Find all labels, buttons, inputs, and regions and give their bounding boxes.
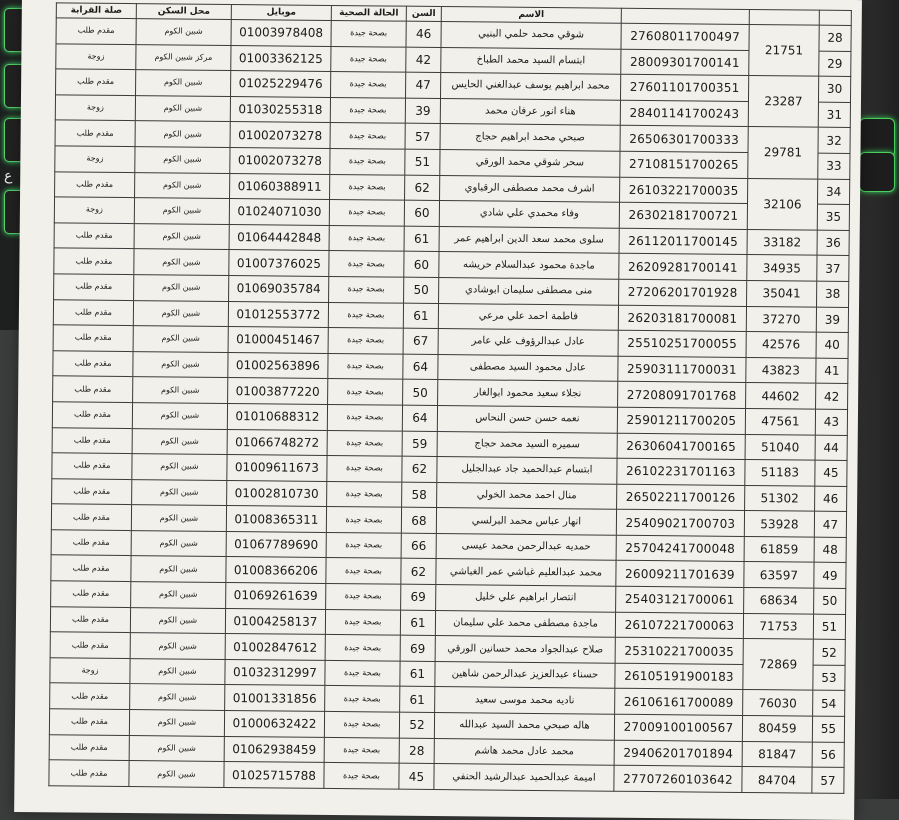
- cell-age: 28: [399, 738, 434, 764]
- cell-relation: مقدم طلب: [52, 453, 132, 479]
- keyboard-key-glyph: ع: [4, 168, 13, 184]
- cell-health: بصحة جيدة: [325, 635, 400, 661]
- cell-residence: شبين الكوم: [135, 95, 230, 122]
- cell-age: 60: [404, 252, 439, 278]
- cell-national-id: 27601101700351: [620, 74, 748, 101]
- cell-age: 68: [401, 507, 436, 533]
- cell-health: بصحة جيدة: [324, 711, 399, 737]
- cell-mobile: 01010688312: [227, 403, 327, 430]
- cell-residence: شبين الكوم: [130, 607, 225, 634]
- cell-name: محمد عبدالعليم غباشي عمر الغباشي: [436, 559, 616, 586]
- cell-residence: شبين الكوم: [130, 684, 225, 711]
- cell-case-number: 23287: [748, 76, 818, 128]
- cell-age: 62: [405, 175, 440, 201]
- cell-relation: مقدم طلب: [51, 555, 131, 581]
- cell-name: منى مصطفى سليمان ابوشادي: [439, 277, 619, 304]
- cell-name: نعمه حسن حسن النحاس: [437, 405, 617, 432]
- cell-residence: شبين الكوم: [131, 505, 226, 532]
- cell-relation: مقدم طلب: [49, 709, 129, 735]
- cell-health: بصحة جيدة: [328, 379, 403, 405]
- cell-residence: شبين الكوم: [132, 428, 227, 455]
- cell-age: 50: [403, 379, 438, 405]
- cell-serial: 46: [815, 486, 847, 512]
- cell-mobile: 01008366206: [226, 557, 326, 584]
- cell-serial: 57: [812, 767, 844, 793]
- cell-serial: 37: [817, 255, 849, 281]
- header-national-id: [621, 8, 749, 24]
- cell-relation: مقدم طلب: [53, 325, 133, 351]
- cell-mobile: 01002563896: [228, 352, 328, 379]
- cell-residence: شبين الكوم: [129, 761, 224, 788]
- cell-residence: شبين الكوم: [135, 121, 230, 148]
- cell-case-number: 51040: [745, 434, 815, 460]
- cell-national-id: 26502211700126: [617, 484, 745, 511]
- cell-relation: مقدم طلب: [54, 274, 134, 300]
- cell-residence: شبين الكوم: [135, 172, 230, 199]
- cell-national-id: 27009100100567: [614, 714, 742, 741]
- cell-mobile: 01025229476: [231, 71, 331, 98]
- cell-name: نجلاء سعيد محمود ابوالغار: [438, 380, 618, 407]
- cell-relation: مقدم طلب: [55, 120, 135, 146]
- cell-age: 61: [404, 226, 439, 252]
- cell-relation: مقدم طلب: [56, 69, 136, 95]
- cell-case-number: 44602: [746, 383, 816, 409]
- cell-residence: شبين الكوم: [134, 198, 229, 225]
- cell-health: بصحة جيدة: [328, 328, 403, 354]
- cell-health: بصحة جيدة: [330, 123, 405, 149]
- cell-age: 69: [400, 635, 435, 661]
- cell-mobile: 01069261639: [226, 583, 326, 610]
- cell-relation: زوجة: [55, 95, 135, 121]
- cell-national-id: 27707260103642: [614, 765, 742, 792]
- cell-serial: 36: [817, 230, 849, 256]
- cell-name: محمد ابراهيم يوسف عبدالغني الحايس: [440, 73, 620, 100]
- cell-mobile: 01002847612: [225, 634, 325, 661]
- cell-mobile: 01001331856: [225, 685, 325, 712]
- cell-residence: شبين الكوم: [133, 351, 228, 378]
- keyboard-key: [859, 152, 895, 192]
- cell-case-number: 68634: [744, 588, 814, 614]
- header-mobile: موبايل: [231, 5, 331, 21]
- cell-national-id: 26306041700165: [617, 433, 745, 460]
- cell-name: سميره السيد محمد حجاج: [437, 431, 617, 458]
- cell-case-number: 32106: [747, 178, 817, 230]
- cell-national-id: 25310221700035: [615, 637, 743, 664]
- cell-case-number: 51302: [745, 485, 815, 511]
- cell-relation: زوجة: [55, 146, 135, 172]
- cell-relation: مقدم طلب: [53, 376, 133, 402]
- cell-health: بصحة جيدة: [329, 276, 404, 302]
- header-name: الاسم: [441, 7, 621, 24]
- cell-residence: شبين الكوم: [136, 70, 231, 97]
- cell-case-number: 47561: [745, 408, 815, 434]
- header-case-number: [749, 9, 819, 25]
- cell-name: محمد عادل محمد هاشم: [434, 738, 614, 765]
- cell-mobile: 01024071030: [229, 199, 329, 226]
- cell-mobile: 01000451467: [228, 327, 328, 354]
- cell-name: انهار عباس محمد البرلسي: [436, 508, 616, 535]
- cell-relation: مقدم طلب: [52, 402, 132, 428]
- cell-age: 64: [403, 354, 438, 380]
- cell-national-id: 27206201701928: [619, 279, 747, 306]
- cell-national-id: 26105191900183: [615, 663, 743, 690]
- cell-mobile: 01003877220: [228, 378, 328, 405]
- cell-case-number: 80459: [742, 715, 812, 741]
- cell-name: سلوى محمد سعد الدين ابراهيم عمر: [439, 226, 619, 253]
- cell-age: 62: [402, 456, 437, 482]
- cell-case-number: 81847: [742, 741, 812, 767]
- cell-mobile: 01062938459: [224, 736, 324, 763]
- cell-serial: 47: [814, 511, 846, 537]
- cell-name: ماجدة مصطفى محمد علي سليمان: [435, 610, 615, 637]
- cell-health: بصحة جيدة: [329, 251, 404, 277]
- cell-case-number: 51183: [745, 460, 815, 486]
- cell-case-number: 35041: [747, 280, 817, 306]
- cell-serial: 28: [819, 25, 851, 51]
- cell-case-number: 84704: [742, 767, 812, 793]
- cell-mobile: 01069035784: [229, 275, 329, 302]
- cell-serial: 31: [818, 102, 850, 128]
- cell-case-number: 29781: [748, 127, 818, 179]
- cell-relation: مقدم طلب: [54, 248, 134, 274]
- cell-name: اشرف محمد مصطفى الرقباوي: [440, 175, 620, 202]
- cell-case-number: 63597: [744, 562, 814, 588]
- cell-age: 61: [400, 661, 435, 687]
- cell-name: ابتسام عبدالحميد جاد عبدالجليل: [437, 457, 617, 484]
- cell-mobile: 01066748272: [227, 429, 327, 456]
- cell-relation: مقدم طلب: [56, 18, 136, 44]
- cell-age: 51: [405, 149, 440, 175]
- cell-national-id: 25901211700205: [617, 407, 745, 434]
- cell-health: بصحة جيدة: [325, 660, 400, 686]
- cell-age: 64: [402, 405, 437, 431]
- cell-case-number: 71753: [743, 613, 813, 639]
- cell-health: بصحة جيدة: [327, 456, 402, 482]
- cell-relation: مقدم طلب: [51, 581, 131, 607]
- header-age: السن: [406, 6, 441, 21]
- cell-mobile: 01032312997: [225, 659, 325, 686]
- cell-mobile: 01003978408: [231, 20, 331, 47]
- cell-mobile: 01002073278: [230, 147, 330, 174]
- cell-relation: زوجة: [56, 43, 136, 69]
- cell-age: 66: [401, 533, 436, 559]
- cell-name: اميمة عبدالحميد عبدالرشيد الحنفي: [434, 764, 614, 791]
- cell-relation: مقدم طلب: [55, 171, 135, 197]
- cell-health: بصحة جيدة: [326, 507, 401, 533]
- cell-case-number: 42576: [746, 332, 816, 358]
- cell-residence: شبين الكوم: [136, 19, 231, 46]
- cell-serial: 50: [814, 588, 846, 614]
- cell-residence: شبين الكوم: [134, 249, 229, 276]
- cell-serial: 53: [813, 665, 845, 691]
- cell-serial: 32: [818, 128, 850, 154]
- cell-national-id: 27608011700497: [621, 23, 749, 50]
- cell-national-id: 25403121700061: [616, 586, 744, 613]
- cell-national-id: 26112011700145: [619, 228, 747, 255]
- cell-age: 67: [403, 328, 438, 354]
- cell-serial: 48: [814, 537, 846, 563]
- cell-mobile: 01012553772: [228, 301, 328, 328]
- cell-serial: 55: [812, 716, 844, 742]
- cell-mobile: 01030255318: [230, 96, 330, 123]
- cell-age: 57: [405, 124, 440, 150]
- cell-serial: 35: [817, 204, 849, 230]
- cell-mobile: 01007376025: [229, 250, 329, 277]
- cell-name: ماجدة محمود عبدالسلام حريشه: [439, 252, 619, 279]
- cell-relation: مقدم طلب: [53, 351, 133, 377]
- cell-relation: زوجة: [54, 197, 134, 223]
- beneficiary-table: [48, 2, 851, 793]
- cell-case-number: 43823: [746, 357, 816, 383]
- cell-mobile: 01067789690: [226, 531, 326, 558]
- cell-national-id: 26107221700063: [615, 612, 743, 639]
- cell-national-id: 28401141700243: [620, 100, 748, 127]
- cell-mobile: 01002810730: [227, 480, 327, 507]
- cell-health: بصحة جيدة: [331, 72, 406, 98]
- cell-mobile: 01003362125: [231, 45, 331, 72]
- cell-name: فاطمة احمد علي مرعي: [438, 303, 618, 330]
- cell-case-number: 76030: [743, 690, 813, 716]
- cell-health: بصحة جيدة: [326, 558, 401, 584]
- cell-national-id: 26506301700333: [620, 126, 748, 153]
- cell-relation: مقدم طلب: [52, 478, 132, 504]
- cell-health: بصحة جيدة: [327, 404, 402, 430]
- cell-relation: مقدم طلب: [54, 223, 134, 249]
- cell-age: 46: [406, 21, 441, 47]
- cell-serial: 56: [812, 742, 844, 768]
- cell-age: 61: [400, 687, 435, 713]
- cell-national-id: 25704241700048: [616, 535, 744, 562]
- cell-age: 61: [403, 303, 438, 329]
- cell-national-id: 26103221700035: [620, 177, 748, 204]
- header-residence: محل السكن: [136, 4, 231, 20]
- cell-name: حمديه عبدالرحمن محمد عيسى: [436, 533, 616, 560]
- cell-residence: شبين الكوم: [129, 710, 224, 737]
- cell-case-number: 21751: [749, 24, 819, 76]
- cell-residence: شبين الكوم: [131, 556, 226, 583]
- cell-national-id: 29406201701894: [614, 740, 742, 767]
- cell-mobile: 01002073278: [230, 122, 330, 149]
- cell-serial: 43: [815, 409, 847, 435]
- cell-relation: مقدم طلب: [51, 504, 131, 530]
- cell-case-number: 37270: [746, 306, 816, 332]
- header-serial: [819, 10, 851, 25]
- cell-name: عادل محمود السيد مصطفى: [438, 354, 618, 381]
- cell-residence: شبين الكوم: [130, 658, 225, 685]
- cell-residence: شبين الكوم: [133, 300, 228, 327]
- cell-case-number: 33182: [747, 229, 817, 255]
- cell-residence: شبين الكوم: [132, 479, 227, 506]
- cell-national-id: 25409021700703: [616, 510, 744, 537]
- cell-relation: زوجة: [50, 658, 130, 684]
- cell-serial: 29: [819, 51, 851, 77]
- cell-serial: 39: [816, 307, 848, 333]
- cell-name: ناديه محمد موسى سعيد: [435, 687, 615, 714]
- cell-age: 39: [405, 98, 440, 124]
- cell-name: ابتسام السيد محمد الطباخ: [441, 47, 621, 74]
- cell-age: 62: [401, 559, 436, 585]
- cell-relation: مقدم طلب: [50, 606, 130, 632]
- cell-health: بصحة جيدة: [331, 20, 406, 46]
- cell-age: 61: [400, 610, 435, 636]
- cell-serial: 41: [816, 358, 848, 384]
- cell-age: 52: [399, 712, 434, 738]
- cell-national-id: 26209281700141: [619, 254, 747, 281]
- cell-health: بصحة جيدة: [324, 763, 399, 789]
- cell-mobile: 01009611673: [227, 455, 327, 482]
- cell-serial: 49: [814, 563, 846, 589]
- cell-residence: شبين الكوم: [129, 735, 224, 762]
- cell-mobile: 01025715788: [224, 762, 324, 789]
- cell-case-number: 53928: [744, 511, 814, 537]
- cell-serial: 33: [818, 153, 850, 179]
- cell-health: بصحة جيدة: [326, 532, 401, 558]
- cell-name: وفاء محمدي علي شادي: [439, 201, 619, 228]
- cell-name: هاله صبحي محمد السيد عبدالله: [434, 713, 614, 740]
- cell-national-id: 25903111700031: [618, 356, 746, 383]
- cell-serial: 52: [813, 639, 845, 665]
- paper-sheet: [14, 0, 862, 820]
- header-relation: صلة القرابة: [56, 3, 136, 19]
- cell-relation: مقدم طلب: [49, 734, 129, 760]
- cell-residence: شبين الكوم: [133, 326, 228, 353]
- cell-residence: شبين الكوم: [132, 454, 227, 481]
- cell-serial: 34: [817, 179, 849, 205]
- cell-age: 45: [399, 763, 434, 789]
- cell-national-id: 27108151700265: [620, 151, 748, 178]
- cell-health: بصحة جيدة: [329, 200, 404, 226]
- cell-residence: مركز شبين الكوم: [136, 44, 231, 71]
- cell-age: 42: [406, 47, 441, 73]
- cell-health: بصحة جيدة: [324, 737, 399, 763]
- header-health: الحالة الصحية: [331, 5, 406, 21]
- cell-residence: شبين الكوم: [134, 275, 229, 302]
- cell-serial: 45: [815, 460, 847, 486]
- cell-name: صلاح عبدالجواد محمد حسانين الورقي: [435, 636, 615, 663]
- cell-age: 47: [406, 72, 441, 98]
- cell-age: 58: [402, 482, 437, 508]
- cell-name: صبحي محمد ابراهيم حجاج: [440, 124, 620, 151]
- cell-residence: شبين الكوم: [131, 530, 226, 557]
- cell-national-id: 26102231701163: [617, 458, 745, 485]
- cell-health: بصحة جيدة: [329, 225, 404, 251]
- cell-mobile: 01064442848: [229, 224, 329, 251]
- cell-name: انتصار ابراهيم علي خليل: [436, 585, 616, 612]
- cell-mobile: 01060388911: [230, 173, 330, 200]
- cell-age: 60: [404, 200, 439, 226]
- cell-mobile: 01008365311: [226, 506, 326, 533]
- cell-health: بصحة جيدة: [328, 353, 403, 379]
- cell-health: بصحة جيدة: [328, 302, 403, 328]
- cell-mobile: 01000632422: [224, 711, 324, 738]
- cell-relation: مقدم طلب: [49, 760, 129, 786]
- cell-residence: شبين الكوم: [134, 223, 229, 250]
- cell-age: 59: [402, 431, 437, 457]
- cell-serial: 51: [813, 614, 845, 640]
- cell-case-number: 72869: [743, 639, 813, 691]
- cell-health: بصحة جيدة: [331, 46, 406, 72]
- cell-national-id: 28009301700141: [621, 49, 749, 76]
- cell-case-number: 34935: [747, 255, 817, 281]
- cell-national-id: 27208091701768: [618, 382, 746, 409]
- cell-health: بصحة جيدة: [325, 609, 400, 635]
- cell-residence: شبين الكوم: [130, 633, 225, 660]
- cell-mobile: 01004258137: [225, 608, 325, 635]
- cell-residence: شبين الكوم: [133, 377, 228, 404]
- cell-name: شوقي محمد حلمي البنبي: [441, 22, 621, 49]
- cell-health: بصحة جيدة: [326, 584, 401, 610]
- cell-national-id: 26302181700721: [619, 202, 747, 229]
- cell-relation: مقدم طلب: [51, 530, 131, 556]
- cell-health: بصحة جيدة: [327, 430, 402, 456]
- cell-serial: 54: [813, 691, 845, 717]
- cell-national-id: 26106161700089: [615, 689, 743, 716]
- cell-health: بصحة جيدة: [330, 174, 405, 200]
- cell-residence: شبين الكوم: [135, 147, 230, 174]
- cell-national-id: 25510251700055: [618, 330, 746, 357]
- cell-name: منال احمد محمد الخولي: [437, 482, 617, 509]
- cell-age: 50: [404, 277, 439, 303]
- cell-case-number: 61859: [744, 536, 814, 562]
- cell-relation: مقدم طلب: [52, 427, 132, 453]
- cell-health: بصحة جيدة: [327, 481, 402, 507]
- cell-serial: 42: [816, 383, 848, 409]
- cell-name: هناء انور عرفان محمد: [440, 98, 620, 125]
- cell-health: بصحة جيدة: [330, 148, 405, 174]
- cell-national-id: 26009211701639: [616, 561, 744, 588]
- cell-relation: مقدم طلب: [53, 299, 133, 325]
- cell-serial: 38: [817, 281, 849, 307]
- cell-health: بصحة جيدة: [325, 686, 400, 712]
- cell-name: عادل عبدالرؤوف علي عامر: [438, 329, 618, 356]
- cell-serial: 30: [818, 76, 850, 102]
- cell-relation: مقدم طلب: [50, 683, 130, 709]
- cell-relation: مقدم طلب: [50, 632, 130, 658]
- cell-national-id: 26203181700081: [618, 305, 746, 332]
- cell-name: سحر شوقي محمد الورقي: [440, 149, 620, 176]
- cell-residence: شبين الكوم: [131, 582, 226, 609]
- cell-serial: 40: [816, 332, 848, 358]
- cell-residence: شبين الكوم: [132, 402, 227, 429]
- cell-name: حسناء عبدالعزيز عبدالرحمن شاهين: [435, 661, 615, 688]
- cell-serial: 44: [815, 435, 847, 461]
- cell-health: بصحة جيدة: [330, 97, 405, 123]
- cell-age: 69: [401, 584, 436, 610]
